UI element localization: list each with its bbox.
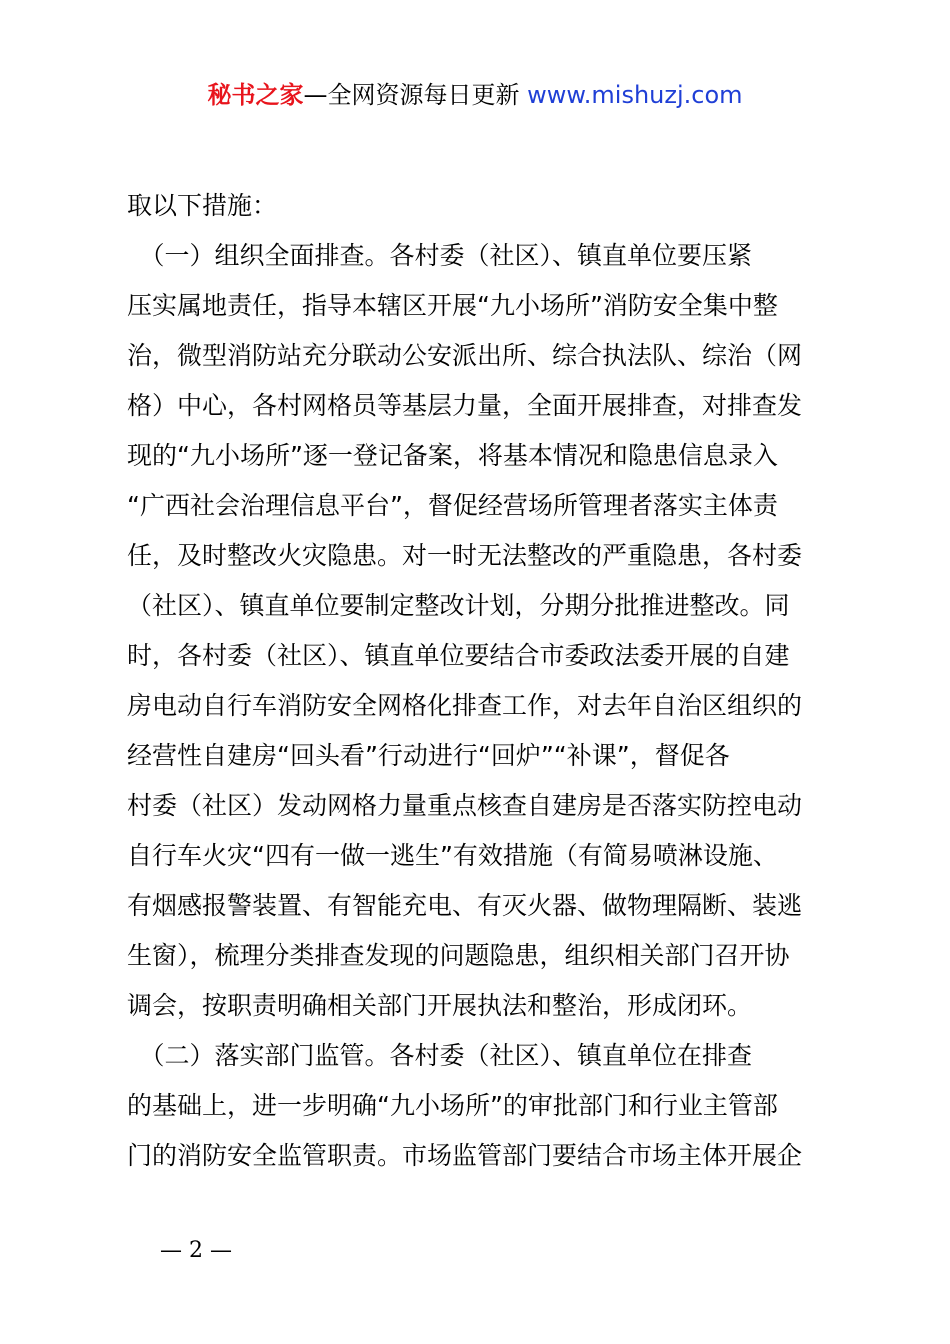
text-line: （社区）、镇直单位要制定整改计划，分期分批推进整改。同 xyxy=(127,591,790,620)
page-number: — 2 — xyxy=(160,1238,232,1263)
text-line: 经营性自建房“回头看”行动进行“回炉”“补课”，督促各 xyxy=(127,741,730,770)
text-line: （二）落实部门监管。各村委（社区）、镇直单位在排查 xyxy=(127,1041,753,1070)
site-brand: 秘书之家 xyxy=(207,81,304,109)
text-line: 现的“九小场所”逐一登记备案，将基本情况和隐患信息录入 xyxy=(127,441,778,470)
text-line: 的基础上，进一步明确“九小场所”的审批部门和行业主管部 xyxy=(127,1091,778,1120)
text-line: 压实属地责任，指导本辖区开展“九小场所”消防安全集中整 xyxy=(127,291,778,320)
text-line: 时，各村委（社区）、镇直单位要结合市委政法委开展的自建 xyxy=(127,641,790,670)
text-line: 村委（社区）发动网格力量重点核查自建房是否落实防控电动 xyxy=(127,791,803,820)
site-url-link[interactable]: www.mishuzj.com xyxy=(527,81,743,109)
text-line: 格）中心，各村网格员等基层力量，全面开展排查，对排查发 xyxy=(127,391,803,420)
document-body xyxy=(127,181,837,1181)
text-line: 房电动自行车消防安全网格化排查工作，对去年自治区组织的 xyxy=(127,691,803,720)
text-line: 调会，按职责明确相关部门开展执法和整治，形成闭环。 xyxy=(127,991,753,1020)
text-line: “广西社会治理信息平台”，督促经营场所管理者落实主体责 xyxy=(127,491,778,520)
site-header xyxy=(0,78,950,112)
site-slogan: —全网资源每日更新 xyxy=(303,81,528,109)
text-line: 生窗），梳理分类排查发现的问题隐患，组织相关部门召开协 xyxy=(127,941,790,970)
text-line: 有烟感报警装置、有智能充电、有灭火器、做物理隔断、装逃 xyxy=(127,891,803,920)
text-line: 任，及时整改火灾隐患。对一时无法整改的严重隐患，各村委 xyxy=(127,541,803,570)
text-line: 治，微型消防站充分联动公安派出所、综合执法队、综治（网 xyxy=(127,341,803,370)
text-line: 取以下措施： xyxy=(127,191,278,220)
text-line: 门的消防安全监管职责。市场监管部门要结合市场主体开展企 xyxy=(127,1141,803,1170)
text-line: （一）组织全面排查。各村委（社区）、镇直单位要压紧 xyxy=(127,241,753,270)
text-line: 自行车火灾“四有一做一逃生”有效措施（有简易喷淋设施、 xyxy=(127,841,778,870)
